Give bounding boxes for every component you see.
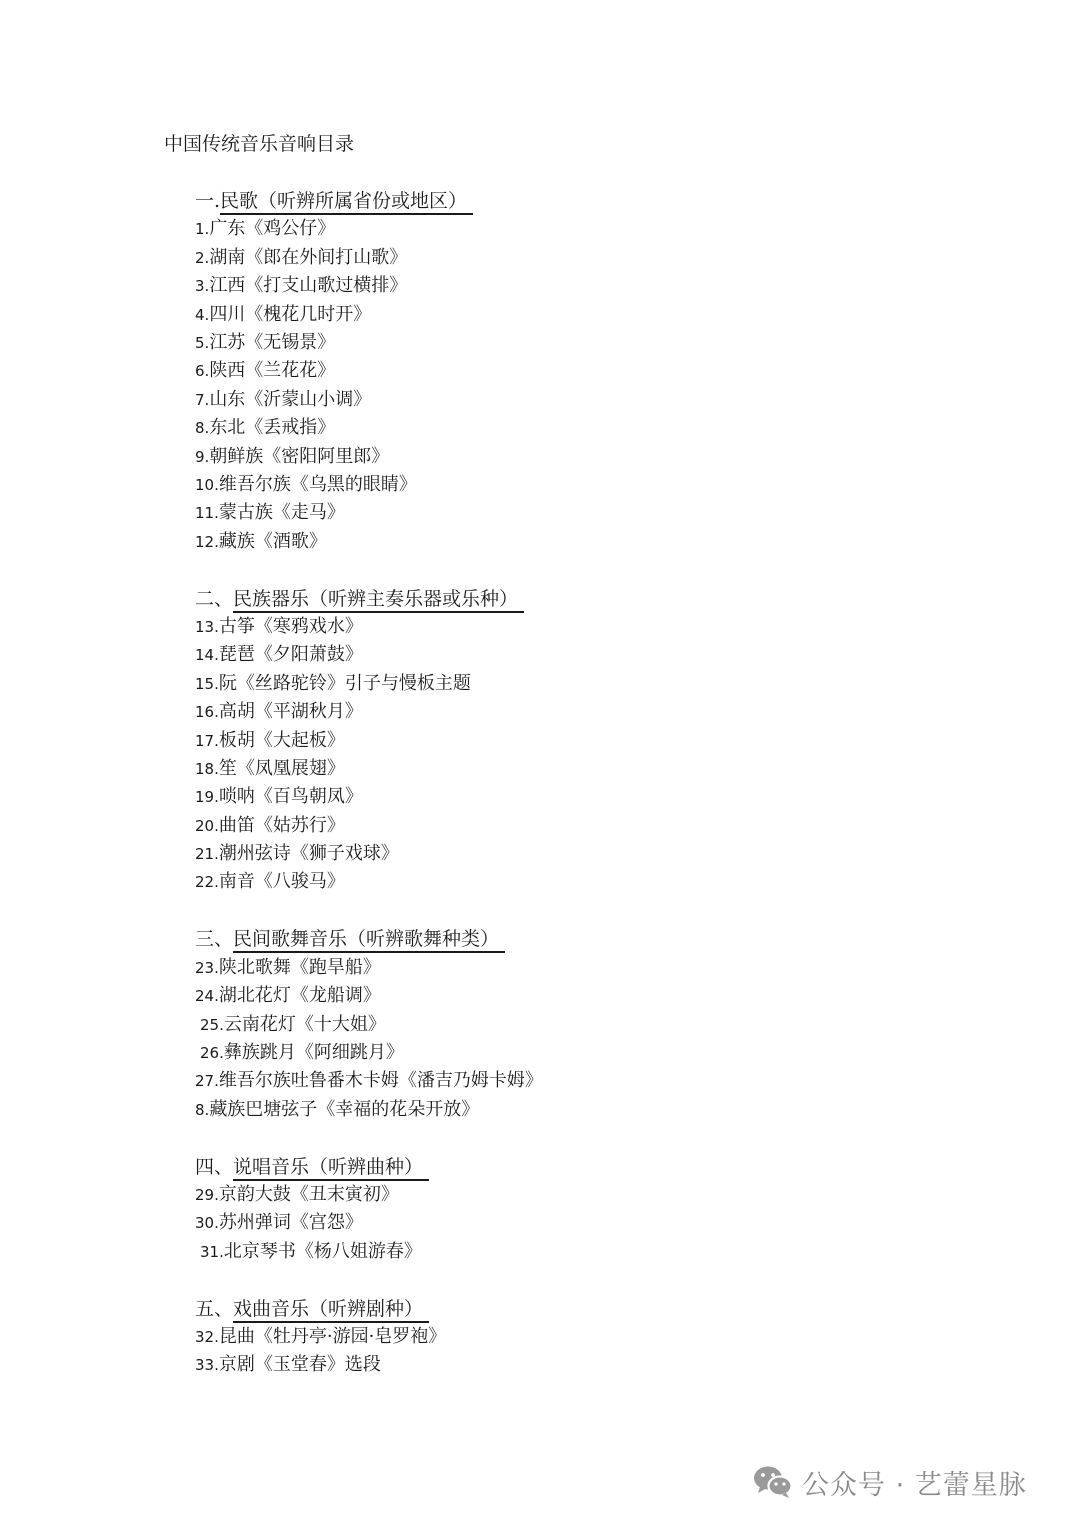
item-number: 24. (195, 987, 219, 1006)
item-text: 四川《槐花几时开》 (209, 303, 372, 325)
item-text: 江苏《无锡景》 (209, 331, 336, 353)
item-text: 维吾尔族吐鲁番木卡姆《潘吉乃姆卡姆》 (218, 1070, 543, 1092)
item-number: 29. (195, 1186, 219, 1204)
item-number: 15. (195, 674, 219, 693)
list-item (195, 613, 995, 641)
item-text: 藏族巴塘弦子《幸福的花朵开放》 (209, 1098, 480, 1120)
item-text: 苏州弹词《宫怨》 (218, 1212, 363, 1234)
list-item (195, 215, 995, 243)
list-item (195, 783, 995, 811)
item-text: 朝鲜族《密阳阿里郎》 (209, 445, 390, 467)
list-item (195, 868, 995, 896)
item-text: 南音《八骏马》 (218, 871, 345, 893)
item-number: 33. (195, 1356, 219, 1375)
item-number: 17. (195, 731, 219, 750)
list-item (195, 1067, 995, 1095)
item-number: 2. (195, 248, 210, 267)
list-item (195, 471, 995, 499)
item-number: 18. (195, 759, 219, 778)
document-body (195, 187, 995, 1408)
item-number: 16. (195, 703, 219, 722)
item-number: 20. (195, 816, 219, 835)
list-item (195, 840, 995, 868)
list-item (195, 272, 995, 300)
section-number: 三、 (195, 928, 234, 951)
item-number: 26. (200, 1043, 224, 1062)
item-text: 维吾尔族《乌黑的眼睛》 (218, 473, 417, 495)
item-number: 9. (195, 447, 210, 466)
section (195, 585, 995, 897)
item-text: 古筝《寒鸦戏水》 (218, 615, 363, 637)
list-item (195, 755, 995, 783)
section-heading (195, 1295, 995, 1323)
section-number: 二、 (195, 587, 234, 610)
watermark (752, 1462, 1027, 1502)
item-number: 5. (195, 333, 210, 352)
section (195, 925, 995, 1124)
section-number: 五、 (195, 1297, 234, 1320)
list-item (195, 1323, 995, 1351)
item-number: 1. (195, 220, 210, 239)
item-text: 东北《丢戒指》 (209, 417, 336, 439)
item-number: 11. (195, 504, 219, 523)
watermark-text: 公众号 · 艺蕾星脉 (802, 1469, 1027, 1501)
section-number: 四、 (195, 1155, 234, 1178)
list-item (195, 641, 995, 669)
section-heading-text: 民间歌舞音乐（听辨歌舞种类） (233, 928, 505, 953)
wechat-icon (752, 1464, 794, 1500)
list-item (195, 982, 995, 1010)
item-text: 京剧《玉堂春》选段 (218, 1354, 381, 1376)
item-number: 31. (200, 1242, 224, 1261)
section-heading (195, 187, 995, 215)
list-item (195, 670, 995, 698)
item-number: 14. (195, 646, 219, 665)
item-text: 唢呐《百鸟朝凤》 (218, 786, 363, 808)
item-number: 23. (195, 958, 219, 977)
item-text: 陕西《兰花花》 (209, 360, 336, 382)
list-item (195, 499, 995, 527)
document-title: 中国传统音乐音响目录 (164, 133, 355, 155)
list-item (195, 1181, 995, 1209)
list-item (195, 1096, 995, 1124)
item-number: 13. (195, 617, 219, 636)
item-text: 板胡《大起板》 (218, 729, 345, 751)
list-item (195, 357, 995, 385)
item-number: 4. (195, 305, 210, 324)
item-text: 云南花灯《十大姐》 (223, 1013, 386, 1035)
list-item (195, 528, 995, 556)
item-number: 21. (195, 845, 219, 864)
item-text: 潮州弦诗《狮子戏球》 (218, 843, 399, 865)
item-number: 25. (200, 1015, 224, 1034)
section-heading (195, 925, 995, 953)
section (195, 187, 995, 556)
item-text: 京韵大鼓《丑末寅初》 (218, 1184, 399, 1205)
item-text: 阮《丝路驼铃》引子与慢板主题 (218, 672, 471, 694)
item-number: 6. (195, 362, 210, 381)
list-item (195, 1039, 995, 1067)
list-item (195, 414, 995, 442)
item-text: 藏族《酒歌》 (218, 530, 327, 552)
item-text: 曲笛《姑苏行》 (218, 814, 345, 836)
list-item (195, 812, 995, 840)
item-text: 山东《沂蒙山小调》 (209, 388, 372, 410)
item-text: 琵琶《夕阳萧鼓》 (218, 644, 363, 666)
item-number: 19. (195, 788, 219, 807)
item-number: 10. (195, 475, 219, 494)
item-number: 8. (195, 1100, 210, 1119)
list-item (195, 954, 995, 982)
item-text: 昆曲《牡丹亭·游园·皂罗袍》 (218, 1326, 447, 1348)
item-number: 27. (195, 1072, 219, 1091)
section-number: 一. (195, 190, 221, 212)
item-text: 彝族跳月《阿细跳月》 (223, 1041, 404, 1063)
section-heading-text: 说唱音乐（听辨曲种） (233, 1156, 429, 1181)
section-heading (195, 1153, 995, 1181)
item-text: 湖南《郎在外间打山歌》 (209, 246, 408, 268)
item-text: 湖北花灯《龙船调》 (218, 985, 381, 1007)
item-text: 陕北歌舞《跑旱船》 (218, 956, 381, 978)
list-item (195, 329, 995, 357)
list-item (195, 1011, 995, 1039)
list-item (195, 1238, 995, 1266)
item-text: 笙《凤凰展翅》 (218, 757, 345, 779)
item-text: 北京琴书《杨八姐游春》 (223, 1240, 422, 1262)
section-heading (195, 585, 995, 613)
section (195, 1295, 995, 1380)
section-heading-text: 民族器乐（听辨主奏乐器或乐种） (233, 588, 524, 613)
list-item (195, 301, 995, 329)
item-number: 30. (195, 1214, 219, 1233)
item-number: 22. (195, 873, 219, 892)
section-heading-text: 戏曲音乐（听辨剧种） (233, 1298, 429, 1323)
item-text: 蒙古族《走马》 (218, 502, 345, 524)
item-text: 广东《鸡公仔》 (209, 218, 336, 240)
item-text: 江西《打支山歌过横排》 (209, 275, 408, 297)
item-number: 12. (195, 532, 219, 551)
item-number: 7. (195, 390, 210, 409)
section (195, 1153, 995, 1267)
item-number: 3. (195, 277, 210, 296)
list-item (195, 443, 995, 471)
list-item (195, 1209, 995, 1237)
list-item (195, 1351, 995, 1379)
item-text: 高胡《平湖秋月》 (218, 701, 363, 723)
list-item (195, 727, 995, 755)
section-heading-text: 民歌（听辨所属省份或地区） (220, 190, 473, 215)
item-number: 8. (195, 419, 210, 438)
list-item (195, 698, 995, 726)
list-item (195, 244, 995, 272)
item-number: 32. (195, 1328, 219, 1347)
list-item (195, 386, 995, 414)
